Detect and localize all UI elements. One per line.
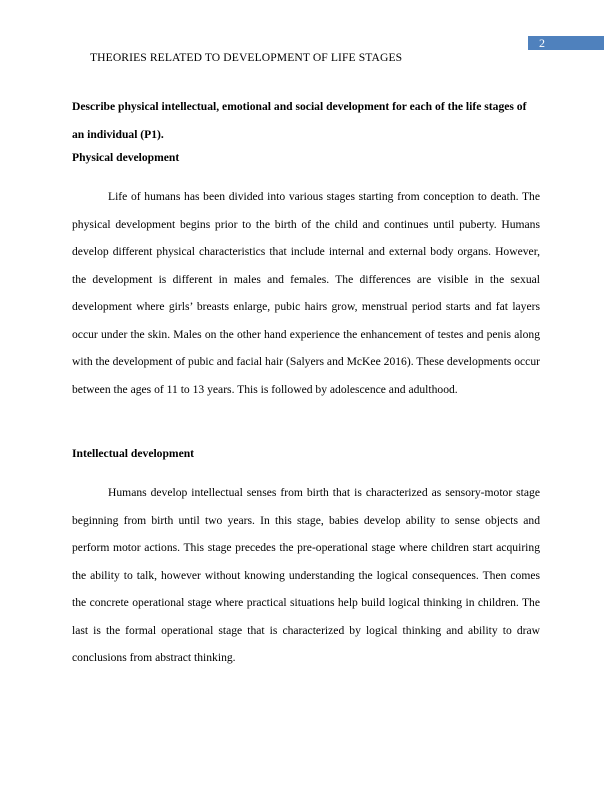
section-heading-physical: Physical development [72, 151, 180, 164]
page-number-badge [528, 36, 604, 50]
paragraph-physical: Life of humans has been divided into various stages starting from conception to death. The physical development begins prior to the birth of the child and continues until puberty. Humans develop different physical characteristics that include internal and external body organs. However, the development is different in males and females. The differences are visible in the sexual development where girls’ breasts enlarge, pubic hairs grow, menstrual period starts and fat layers occur under the skin. Males on the other hand experience the enhancement of testes and penis along with the development of pubic and facial hair (Salyers and McKee 2016). These developments occur between the ages of 11 to 13 years. This is followed by adolescence and adulthood. [72, 190, 540, 396]
page-number: 2 [539, 36, 545, 50]
running-head: THEORIES RELATED TO DEVELOPMENT OF LIFE STAGES [90, 51, 403, 64]
paragraph-intellectual: Humans develop intellectual senses from birth that is characterized as sensory-motor stage beginning from birth until two years. In this stage, babies develop ability to sense objects and perform motor actions. This stage precedes the pre-operational stage where children start acquiring the ability to talk, however without knowing understanding the logical consequences. Then comes the concrete operational stage where practical situations help build logical thinking in children. The last is the formal operational stage that is characterized by logical thinking and ability to draw conclusions from abstract thinking. [72, 486, 540, 664]
task-heading: Describe physical intellectual, emotional and social development for each of the life stages of an individual (P1). [72, 100, 527, 141]
section-heading-intellectual: Intellectual development [72, 447, 195, 460]
